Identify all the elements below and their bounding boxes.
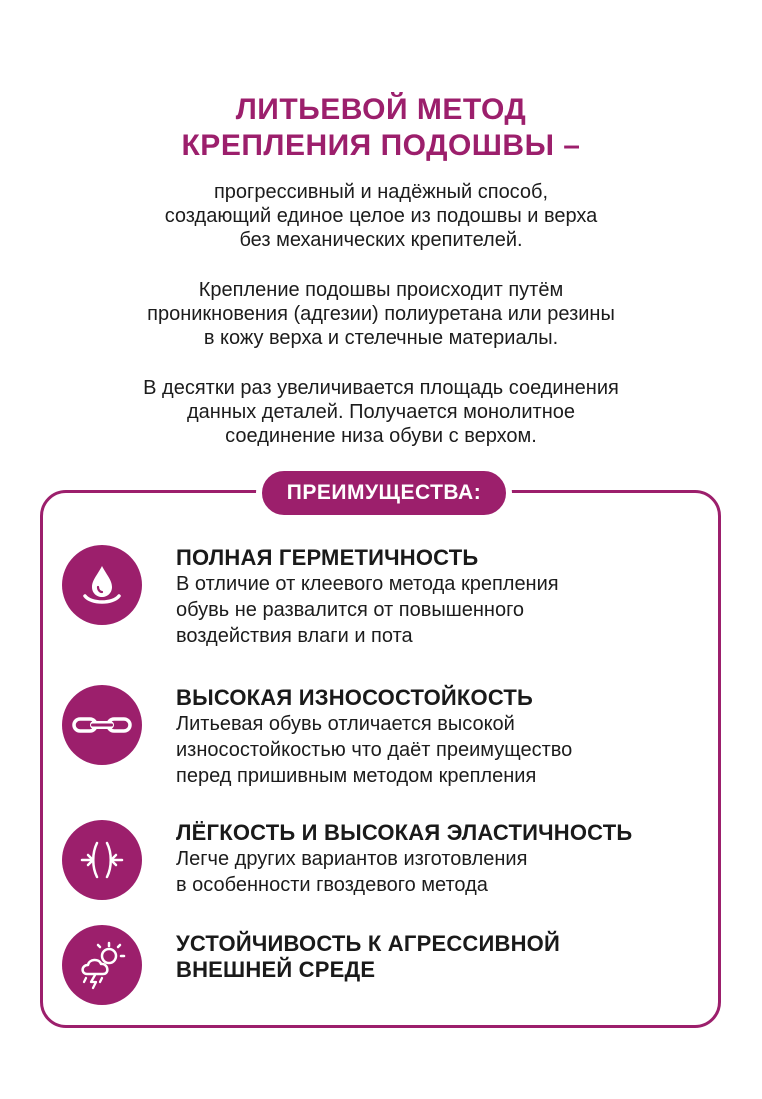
page-title — [0, 92, 762, 164]
compress-arrows-icon — [62, 820, 142, 900]
intro-text — [0, 180, 762, 474]
advantage-desc-line: воздействия влаги и пота — [176, 625, 413, 647]
advantage-heading: ПОЛНАЯ ГЕРМЕТИЧНОСТЬ — [176, 545, 479, 570]
advantage-text — [176, 820, 716, 898]
advantage-description — [176, 846, 716, 898]
advantage-heading: ВНЕШНЕЙ СРЕДЕ — [176, 957, 376, 982]
advantage-text — [176, 685, 716, 789]
intro-line: прогрессивный и надёжный способ, — [213, 181, 549, 203]
advantage-desc-line: обувь не развалится от повышенного — [176, 599, 525, 621]
advantage-text — [176, 545, 716, 649]
advantage-description — [176, 711, 716, 789]
intro-paragraph-2 — [0, 278, 762, 350]
intro-line: в кожу верха и стелечные материалы. — [203, 327, 559, 349]
storm-weather-icon — [62, 925, 142, 1005]
advantages-badge: ПРЕИМУЩЕСТВА: — [256, 465, 512, 521]
intro-line: В десятки раз увеличивается площадь соединения — [143, 377, 619, 399]
advantage-desc-line: Литьевая обувь отличается высокой — [176, 713, 515, 735]
advantage-heading: ЛЁГКОСТЬ И ВЫСОКАЯ ЭЛАСТИЧНОСТЬ — [176, 820, 633, 845]
advantage-desc-line: в особенности гвоздевого метода — [176, 874, 488, 896]
intro-line: создающий единое целое из подошвы и верха — [164, 205, 598, 227]
intro-line: соединение низа обуви с верхом. — [225, 425, 537, 447]
water-drop-icon — [62, 545, 142, 625]
advantage-desc-line: износостойкостью что даёт преимущество — [176, 739, 573, 761]
advantage-desc-line: Легче других вариантов изготовления — [176, 848, 528, 870]
chain-link-icon — [62, 685, 142, 765]
advantage-desc-line: В отличие от клеевого метода крепления — [176, 573, 559, 595]
advantage-desc-line: перед пришивным методом крепления — [176, 765, 537, 787]
intro-line: данных деталей. Получается монолитное — [186, 401, 576, 423]
title-line-2: КРЕПЛЕНИЯ ПОДОШВЫ – — [181, 129, 581, 162]
advantage-heading: УСТОЙЧИВОСТЬ К АГРЕССИВНОЙ — [176, 931, 561, 956]
title-line-1: ЛИТЬЕВОЙ МЕТОД — [235, 93, 527, 126]
intro-line: проникновения (адгезии) полиуретана или резины — [147, 303, 615, 325]
intro-paragraph-3 — [0, 376, 762, 448]
intro-paragraph-1 — [0, 180, 762, 252]
advantage-heading: ВЫСОКАЯ ИЗНОСОСТОЙКОСТЬ — [176, 685, 534, 710]
intro-line: Крепление подошвы происходит путём — [198, 279, 564, 301]
advantage-text — [176, 931, 716, 983]
intro-line: без механических крепителей. — [239, 229, 523, 251]
advantage-description — [176, 571, 716, 649]
